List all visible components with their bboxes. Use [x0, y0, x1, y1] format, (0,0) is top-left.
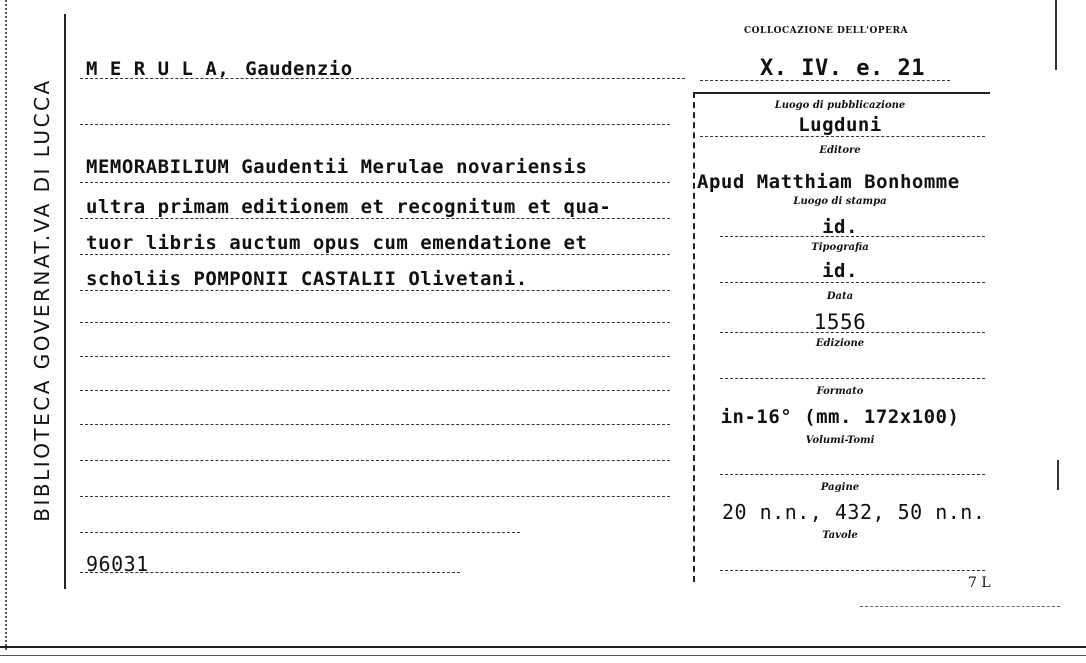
detail-label-volumes: Volumi-Tomi	[805, 435, 875, 446]
collocation-value: X. IV. e. 21	[760, 56, 925, 81]
collocation-underline	[700, 80, 950, 81]
heading-separator: ,	[217, 58, 230, 80]
details-top-rule	[695, 92, 990, 94]
detail-value-place: Lugduni	[798, 114, 882, 136]
detail-value-print-place: id.	[822, 216, 858, 238]
detail-label-edition: Edizione	[815, 338, 865, 349]
detail-rule-printer	[720, 282, 985, 283]
rule-3	[80, 356, 670, 357]
title-line-1: MEMORABILIUM Gaudentii Merulae novariensis	[86, 156, 588, 178]
inventory-number: 96031	[86, 552, 149, 576]
rule-1	[80, 124, 670, 125]
left-column-rule	[64, 14, 66, 589]
rule-6	[80, 460, 670, 461]
card-right-edge-mark	[1057, 460, 1059, 490]
heading-underline	[80, 78, 685, 79]
detail-label-print-place: Luogo di stampa	[793, 196, 887, 207]
inventory-underline	[80, 572, 460, 573]
rule-7	[80, 496, 670, 497]
title-underline-4	[80, 290, 670, 291]
detail-label-publisher: Editore	[819, 145, 861, 156]
detail-label-place: Luogo di pubblicazione	[774, 100, 906, 111]
card-bottom-edge-lower	[0, 655, 1086, 656]
title-underline-1	[80, 182, 670, 183]
detail-label-date: Data	[826, 291, 854, 302]
detail-value-pages: 20 n.n., 432, 50 n.n.	[722, 500, 986, 524]
detail-label-plates: Tavole	[822, 530, 858, 541]
corner-note: 7 L	[968, 575, 991, 591]
details-column-rule	[693, 92, 695, 582]
rule-2	[80, 322, 670, 323]
title-line-3: tuor libris auctum opus cum emendatione et	[86, 232, 588, 254]
card-left-edge	[5, 0, 7, 650]
author-surname: M E R U L A	[86, 58, 218, 80]
heading-row	[86, 58, 353, 80]
title-line-2: ultra primam editionem et recognitum et qua-	[86, 196, 612, 218]
collocation-label: COLLOCAZIONE DELL'OPERA	[744, 26, 908, 36]
rule-4	[80, 390, 670, 391]
detail-value-publisher: Apud Matthiam Bonhomme	[697, 171, 960, 193]
card-right-edge	[1055, 0, 1057, 70]
detail-rule-plates	[720, 570, 985, 571]
detail-rule-edition	[720, 378, 985, 379]
detail-rule-volumes	[720, 474, 985, 475]
title-underline-3	[80, 254, 670, 255]
author-forename: Gaudenzio	[245, 58, 353, 80]
detail-value-format: in-16° (mm. 172x100)	[720, 406, 960, 428]
detail-value-date: 1556	[813, 310, 867, 334]
detail-label-pages: Pagine	[820, 482, 860, 493]
detail-rule-print-place	[720, 236, 985, 237]
detail-value-printer: id.	[822, 260, 858, 282]
title-line-4: scholiis POMPONII CASTALII Olivetani.	[86, 268, 528, 290]
detail-label-format: Formato	[816, 386, 864, 397]
title-underline-2	[80, 218, 670, 219]
rule-5	[80, 424, 670, 425]
detail-label-printer: Tipografia	[811, 242, 869, 253]
rule-8	[80, 532, 520, 533]
card-bottom-edge	[0, 646, 1086, 648]
detail-rule-date	[720, 332, 985, 333]
corner-rule	[860, 606, 1060, 607]
library-name: BIBLIOTECA GOVERNAT.VA DI LUCCA	[30, 78, 54, 522]
detail-rule-place	[700, 136, 985, 137]
